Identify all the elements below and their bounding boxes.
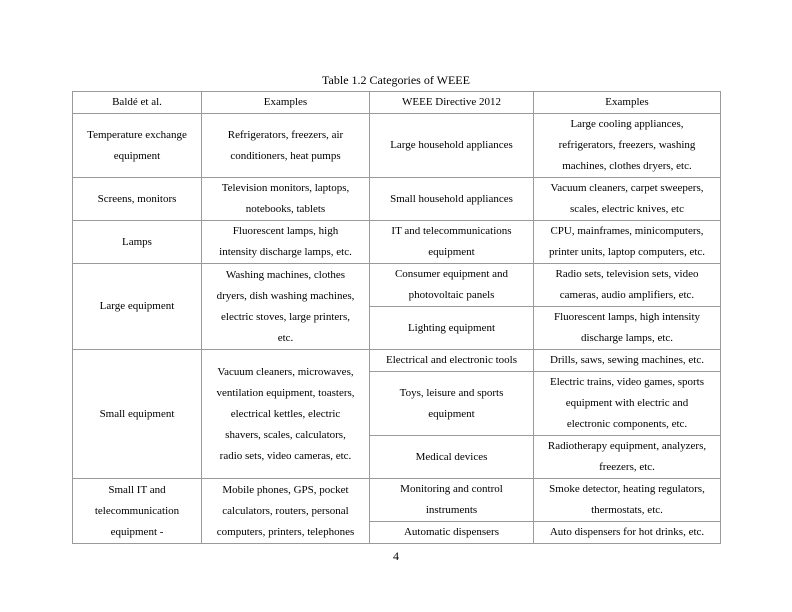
- table-caption: Table 1.2 Categories of WEEE: [322, 73, 470, 87]
- weee-category-cell: Automatic dispensers: [370, 522, 534, 544]
- weee-categories-table: [72, 91, 721, 544]
- weee-examples-cell: Fluorescent lamps, high intensity discharge lamps, etc.: [534, 307, 721, 350]
- weee-category-cell: Electrical and electronic tools: [370, 350, 534, 372]
- balde-category-cell: Lamps: [73, 221, 202, 264]
- weee-examples-cell: Vacuum cleaners, carpet sweepers, scales, electric knives, etc: [534, 178, 721, 221]
- balde-examples-cell: Mobile phones, GPS, pocket calculators, routers, personal computers, printers, telephones: [202, 479, 370, 544]
- weee-examples-cell: Drills, saws, sewing machines, etc.: [534, 350, 721, 372]
- table-row: [73, 178, 721, 221]
- weee-examples-cell: Auto dispensers for hot drinks, etc.: [534, 522, 721, 544]
- table-row: [73, 264, 721, 307]
- weee-category-cell: Large household appliances: [370, 114, 534, 178]
- balde-category-cell: Small IT and telecommunication equipment -: [73, 479, 202, 544]
- table-row: [73, 350, 721, 372]
- balde-examples-cell: Television monitors, laptops, notebooks, tablets: [202, 178, 370, 221]
- weee-examples-cell: CPU, mainframes, minicomputers, printer units, laptop computers, etc.: [534, 221, 721, 264]
- balde-category-cell: Large equipment: [73, 264, 202, 350]
- weee-category-cell: Medical devices: [370, 436, 534, 479]
- balde-category-cell: Screens, monitors: [73, 178, 202, 221]
- weee-category-cell: Toys, leisure and sports equipment: [370, 372, 534, 436]
- balde-examples-cell: Refrigerators, freezers, air conditioners, heat pumps: [202, 114, 370, 178]
- table-header-row: [73, 92, 721, 114]
- weee-category-cell: Consumer equipment and photovoltaic panels: [370, 264, 534, 307]
- weee-examples-cell: Radio sets, television sets, video cameras, audio amplifiers, etc.: [534, 264, 721, 307]
- balde-examples-cell: Vacuum cleaners, microwaves, ventilation equipment, toasters, electrical kettles, electric shavers, scales, calculators, radio sets, video cameras, etc.: [202, 350, 370, 479]
- balde-examples-cell: Washing machines, clothes dryers, dish washing machines, electric stoves, large printers, etc.: [202, 264, 370, 350]
- page-number: 4: [393, 549, 399, 563]
- table-row: [73, 114, 721, 178]
- table-row: [73, 221, 721, 264]
- balde-category-cell: Temperature exchange equipment: [73, 114, 202, 178]
- balde-examples-cell: Fluorescent lamps, high intensity discharge lamps, etc.: [202, 221, 370, 264]
- weee-category-cell: Lighting equipment: [370, 307, 534, 350]
- weee-category-cell: Monitoring and control instruments: [370, 479, 534, 522]
- weee-category-cell: Small household appliances: [370, 178, 534, 221]
- weee-examples-cell: Smoke detector, heating regulators, thermostats, etc.: [534, 479, 721, 522]
- column-header-weee-directive: WEEE Directive 2012: [370, 92, 534, 114]
- weee-category-cell: IT and telecommunications equipment: [370, 221, 534, 264]
- weee-examples-cell: Electric trains, video games, sports equipment with electric and electronic components, etc.: [534, 372, 721, 436]
- column-header-balde: Baldé et al.: [73, 92, 202, 114]
- weee-examples-cell: Radiotherapy equipment, analyzers, freezers, etc.: [534, 436, 721, 479]
- balde-category-cell: Small equipment: [73, 350, 202, 479]
- table-row: [73, 479, 721, 522]
- column-header-examples: Examples: [202, 92, 370, 114]
- column-header-directive-examples: Examples: [534, 92, 721, 114]
- weee-examples-cell: Large cooling appliances, refrigerators, freezers, washing machines, clothes dryers, etc.: [534, 114, 721, 178]
